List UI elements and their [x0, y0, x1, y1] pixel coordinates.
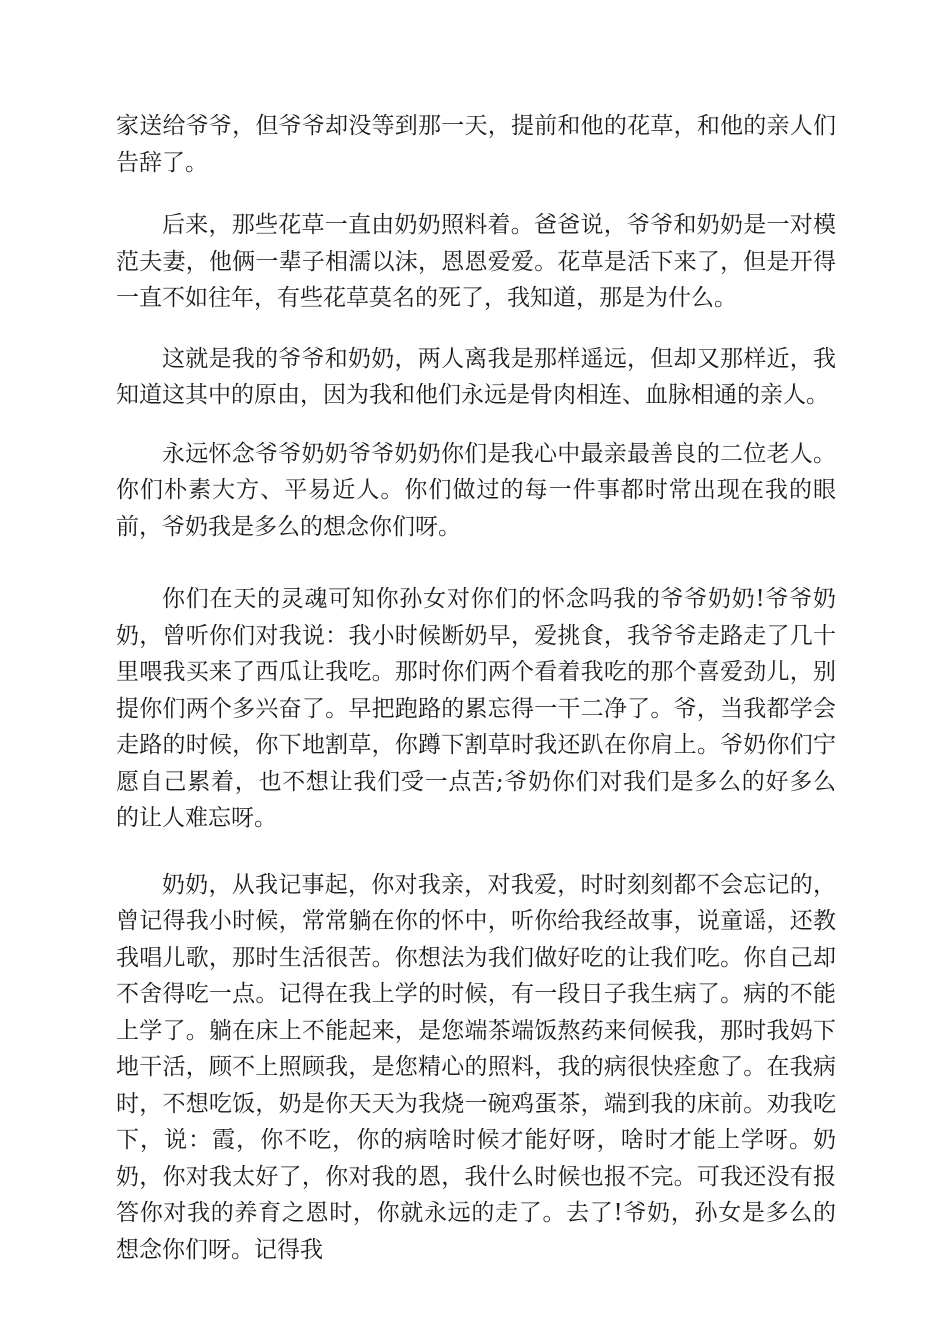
paragraph-continuation: 家送给爷爷，但爷爷却没等到那一天，提前和他的花草，和他的亲人们告辞了。	[116, 113, 836, 176]
paragraph-childhood: 你们在天的灵魂可知你孙女对你们的怀念吗我的爷爷奶奶!爷爷奶奶，曾听你们对我说：我小时候断奶早，爱挑食，我爷爷走路走了几十里喂我买来了西瓜让我吃。那时你们两个看着我吃的那个喜爱劲儿，别提你们两个多兴奋了。早把跑路的累忘得一干二净了。爷，当我都学会走路的时候，你下地割草，你蹲下割草时我还趴在你肩上。爷奶你们宁愿自己累着，也不想让我们受一点苦;爷奶你们对我们是多么的好多么的让人难忘呀。	[116, 586, 836, 831]
paragraph-grandparents: 这就是我的爷爷和奶奶，两人离我是那样遥远，但却又那样近，我知道这其中的原由，因为我和他们永远是骨肉相连、血脉相通的亲人。	[116, 345, 836, 408]
paragraph-grandmother: 奶奶，从我记事起，你对我亲，对我爱，时时刻刻都不会忘记的，曾记得我小时候，常常躺在你的怀中，听你给我经故事，说童谣，还教我唱儿歌，那时生活很苦。你想法为我们做好吃的让我们吃。你自己却不舍得吃一点。记得在我上学的时候，有一段日子我生病了。病的不能上学了。躺在床上不能起来，是您端茶端饭熬药来伺候我，那时我妈下地干活，顾不上照顾我，是您精心的照料，我的病很快痊愈了。在我病时，不想吃饭，奶是你天天为我烧一碗鸡蛋茶，端到我的床前。劝我吃下，说：霞，你不吃，你的病啥时候才能好呀，啥时才能上学呀。奶奶，你对我太好了，你对我的恩，我什么时候也报不完。可我还没有报答你对我的养育之恩时，你就永远的走了。去了!爷奶，孙女是多么的想念你们呀。记得我	[116, 871, 836, 1263]
paragraph-flowers: 后来，那些花草一直由奶奶照料着。爸爸说，爷爷和奶奶是一对模范夫妻，他俩一辈子相濡以沫，恩恩爱爱。花草是活下来了，但是开得一直不如往年，有些花草莫名的死了，我知道，那是为什么。	[116, 212, 836, 311]
paragraph-remembrance: 永远怀念爷爷奶奶爷爷奶奶你们是我心中最亲最善良的二位老人。你们朴素大方、平易近人。你们做过的每一件事都时常出现在我的眼前，爷奶我是多么的想念你们呀。	[116, 440, 836, 540]
document-page	[116, 108, 836, 1268]
